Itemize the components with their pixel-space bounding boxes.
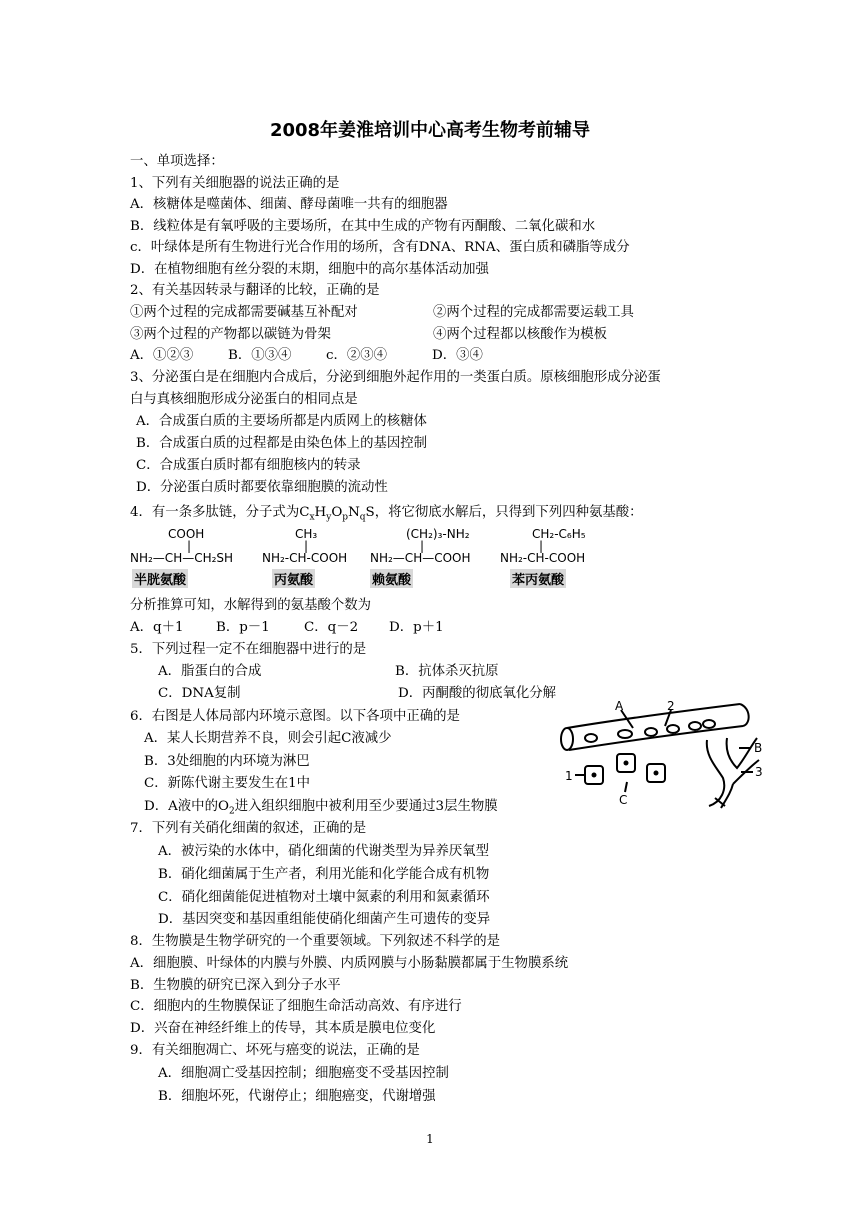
q5-option-a: A．脂蛋白的合成 [158, 664, 262, 679]
q4-option-b: B．p－1 [216, 620, 270, 635]
q9-stem: 9．有关细胞凋亡、坏死与癌变的说法，正确的是 [130, 1043, 420, 1058]
q5-stem: 5．下列过程一定不在细胞器中进行的是 [130, 642, 367, 657]
capillary-end-left [561, 728, 573, 750]
q1-option-c: c．叶绿体是所有生物进行光合作用的场所，含有DNA、RNA、蛋白质和磷脂等成分 [130, 240, 630, 255]
q4-sub-q: q [359, 512, 366, 523]
q7-option-d: D．基因突变和基因重组能使硝化细菌产生可遗传的变异 [158, 912, 491, 927]
q6-stem: 6．右图是人体局部内环境示意图。以下各项中正确的是 [130, 709, 460, 724]
q4-sub-x: x [309, 512, 315, 523]
q5-option-b: B．抗体杀灭抗原 [395, 664, 499, 679]
q6-option-d-sub: 2 [228, 806, 235, 817]
label-b: B [754, 741, 763, 755]
q7-option-b: B．硝化细菌属于生产者，利用光能和化学能合成有机物 [158, 867, 490, 882]
q4-option-c: C．q－2 [304, 620, 359, 635]
q7-option-c: C．硝化细菌能促进植物对土壤中氮素的利用和氮素循环 [158, 890, 490, 905]
q3-stem-line2: 白与真核细胞形成分泌蛋白的相同点是 [130, 392, 358, 407]
q2-option-a: A．①②③ [130, 348, 194, 363]
q9-option-a: A．细胞凋亡受基因控制；细胞癌变不受基因控制 [158, 1066, 449, 1081]
q8-stem: 8．生物膜是生物学研究的一个重要领域。下列叙述不科学的是 [130, 934, 501, 949]
q2-statement-1: ①两个过程的完成都需要碱基互补配对 [130, 305, 358, 320]
capillary-vessel [567, 704, 743, 750]
cysteine-top: COOH [168, 527, 205, 541]
cysteine-formula: NH₂—CH—CH₂SH [130, 551, 234, 565]
q2-option-c: c．②③④ [326, 348, 388, 363]
q4-formula-h: H [314, 505, 327, 520]
alanine-top: CH₃ [295, 527, 318, 541]
q1-stem: 1、下列有关细胞器的说法正确的是 [130, 176, 340, 191]
q4-formula-o: O [331, 505, 343, 520]
internal-environment-diagram [555, 698, 770, 810]
q7-stem: 7．下列有关硝化细菌的叙述，正确的是 [130, 821, 367, 836]
lysine-top: (CH₂)₃-NH₂ [406, 527, 470, 541]
section-heading: 一、单项选择： [130, 154, 224, 169]
q1-option-b: B．线粒体是有氧呼吸的主要场所，在其中生成的产物有丙酮酸、二氧化碳和水 [130, 219, 596, 234]
q2-option-b: B．①③④ [228, 348, 292, 363]
q4-stem-pre: 4．有一条多肽链，分子式为C [130, 505, 310, 520]
page-title: 2008年姜淮培训中心高考生物考前辅导 [269, 120, 591, 141]
q2-stem: 2、有关基因转录与翻译的比较，正确的是 [130, 283, 380, 298]
q6-option-c: C．新陈代谢主要发生在1中 [144, 776, 311, 791]
q2-statement-3: ③两个过程的产物都以碳链为骨架 [130, 327, 331, 342]
q4-sub-p: p [342, 512, 349, 523]
q1-option-d: D．在植物细胞有丝分裂的末期，细胞中的高尔基体活动加强 [130, 262, 489, 277]
q8-option-d: D．兴奋在神经纤维上的传导，其本质是膜电位变化 [130, 1021, 436, 1036]
q6-option-b: B．3处细胞的内环境为淋巴 [144, 754, 310, 769]
q7-option-a: A．被污染的水体中，硝化细菌的代谢类型为异养厌氧型 [158, 844, 490, 859]
label-2: 2 [667, 699, 675, 713]
q4-formula-s: S [365, 505, 375, 520]
q5-option-d: D．丙酮酸的彻底氧化分解 [398, 686, 557, 701]
lysine-bond: | [420, 539, 425, 553]
phenylalanine-name: 苯丙氨酸 [510, 569, 566, 588]
q6-option-d-pre: D．A液中的O [144, 799, 229, 814]
page-number: 1 [426, 1132, 434, 1146]
cysteine-bond: | [187, 539, 192, 553]
q4-stem-post: ，将它彻底水解后，只得到下列四种氨基酸： [374, 505, 643, 520]
q3-stem-line1: 3、分泌蛋白是在细胞内合成后，分泌到细胞外起作用的一类蛋白质。原核细胞形成分泌蛋 [130, 370, 661, 385]
alanine-name: 丙氨酸 [272, 569, 315, 588]
alanine-bond: | [304, 539, 309, 553]
q3-option-a: A．合成蛋白质的主要场所都是内质网上的核糖体 [136, 414, 427, 429]
q4-sub-y: y [326, 512, 332, 523]
label-3: 3 [755, 765, 763, 779]
q4-option-d: D．p＋1 [389, 620, 444, 635]
q6-option-a: A．某人长期营养不良，则会引起C液减少 [144, 731, 392, 746]
q9-option-b: B．细胞坏死，代谢停止；细胞癌变，代谢增强 [158, 1089, 436, 1104]
label-c: C [619, 793, 628, 807]
lysine-formula: NH₂—CH—COOH [370, 551, 471, 565]
q6-option-d-post: 进入组织细胞中被利用至少要通过3层生物膜 [234, 799, 498, 814]
capillary-end-right [740, 704, 749, 726]
q8-option-a: A．细胞膜、叶绿体的内膜与外膜、内质网膜与小肠黏膜都属于生物膜系统 [130, 956, 569, 971]
label-a: A [615, 699, 624, 713]
q2-statement-2: ②两个过程的完成都需要运载工具 [433, 305, 634, 320]
phenylalanine-top: CH₂-C₆H₅ [532, 527, 586, 541]
q3-option-b: B．合成蛋白质的过程都是由染色体上的基因控制 [136, 436, 428, 451]
label-1: 1 [565, 769, 573, 783]
q3-option-c: C．合成蛋白质时都有细胞核内的转录 [136, 458, 361, 473]
q8-option-c: C．细胞内的生物膜保证了细胞生命活动高效、有序进行 [130, 999, 462, 1014]
phenylalanine-bond: | [539, 539, 544, 553]
q8-option-b: B．生物膜的研究已深入到分子水平 [130, 978, 341, 993]
q4-stem [130, 503, 643, 528]
q2-option-d: D．③④ [432, 348, 483, 363]
q4-formula-n: N [348, 505, 360, 520]
q1-option-a: A．核糖体是噬菌体、细菌、酵母菌唯一共有的细胞器 [130, 197, 448, 212]
q4-option-a: A．q＋1 [130, 620, 184, 635]
q4-analysis: 分析推算可知，水解得到的氨基酸个数为 [130, 598, 372, 613]
q6-option-d [144, 797, 498, 822]
q5-option-c: C．DNA复制 [158, 686, 241, 701]
lysine-name: 赖氨酸 [370, 569, 413, 588]
cysteine-name: 半胱氨酸 [132, 569, 188, 588]
alanine-formula: NH₂-CH-COOH [262, 551, 348, 565]
q3-option-d: D．分泌蛋白质时都要依靠细胞膜的流动性 [136, 480, 388, 495]
q2-statement-4: ④两个过程都以核酸作为模板 [433, 327, 608, 342]
phenylalanine-formula: NH₂-CH-COOH [500, 551, 586, 565]
